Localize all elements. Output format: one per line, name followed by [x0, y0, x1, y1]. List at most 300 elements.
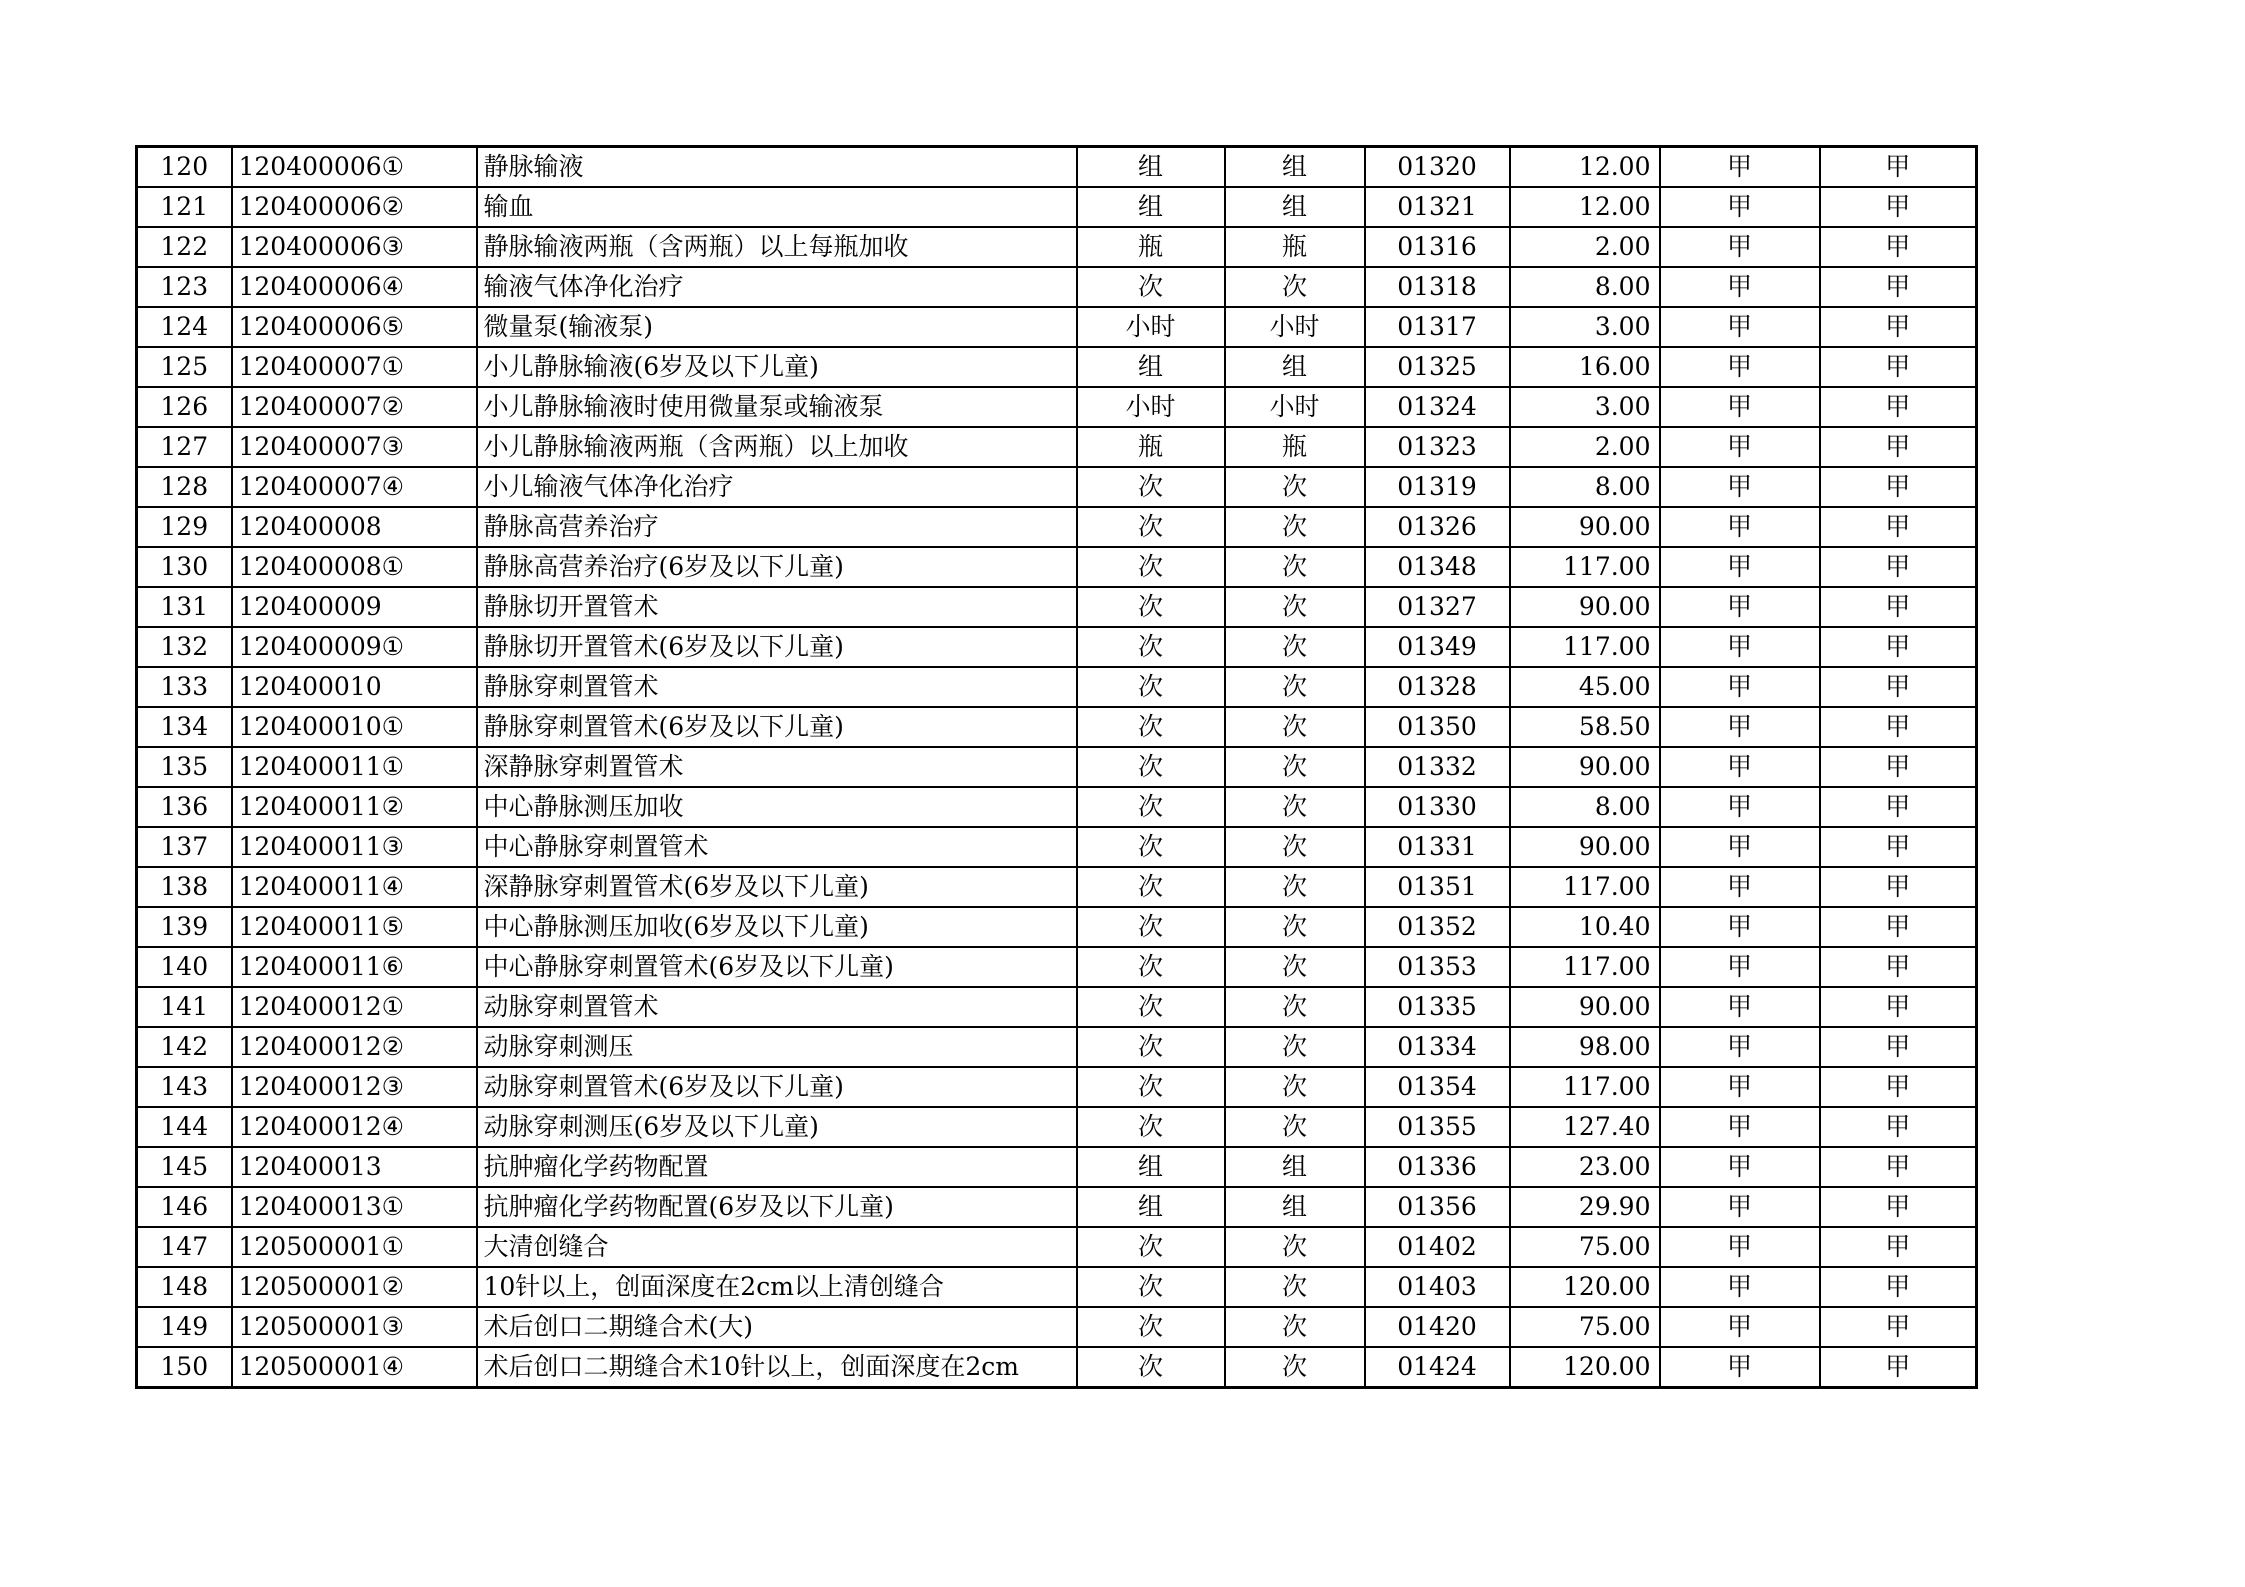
category: 甲 — [1660, 307, 1820, 347]
item-id: 01319 — [1365, 467, 1510, 507]
item-name: 微量泵(输液泵) — [477, 307, 1077, 347]
price: 8.00 — [1510, 787, 1660, 827]
item-id: 01350 — [1365, 707, 1510, 747]
unit-secondary: 次 — [1225, 867, 1365, 907]
row-number: 129 — [137, 507, 232, 547]
item-id: 01424 — [1365, 1347, 1510, 1388]
item-code: 120400006④ — [232, 267, 477, 307]
category-secondary: 甲 — [1820, 747, 1977, 787]
item-code: 120400009① — [232, 627, 477, 667]
row-number: 127 — [137, 427, 232, 467]
item-name: 静脉高营养治疗 — [477, 507, 1077, 547]
item-name: 动脉穿刺测压(6岁及以下儿童) — [477, 1107, 1077, 1147]
item-id: 01324 — [1365, 387, 1510, 427]
table-row — [137, 467, 1977, 507]
price: 8.00 — [1510, 267, 1660, 307]
item-name: 术后创口二期缝合术(大) — [477, 1307, 1077, 1347]
unit-secondary: 次 — [1225, 467, 1365, 507]
item-code: 120400006③ — [232, 227, 477, 267]
row-number: 120 — [137, 147, 232, 188]
unit: 瓶 — [1077, 427, 1225, 467]
item-id: 01321 — [1365, 187, 1510, 227]
table-body — [137, 147, 1977, 1388]
item-name: 动脉穿刺置管术 — [477, 987, 1077, 1027]
category: 甲 — [1660, 347, 1820, 387]
item-id: 01420 — [1365, 1307, 1510, 1347]
row-number: 122 — [137, 227, 232, 267]
price: 120.00 — [1510, 1347, 1660, 1388]
category: 甲 — [1660, 1187, 1820, 1227]
price: 12.00 — [1510, 187, 1660, 227]
unit: 组 — [1077, 187, 1225, 227]
table-row — [137, 187, 1977, 227]
table-row — [137, 267, 1977, 307]
category-secondary: 甲 — [1820, 427, 1977, 467]
category: 甲 — [1660, 1347, 1820, 1388]
unit-secondary: 次 — [1225, 987, 1365, 1027]
item-code: 120400007① — [232, 347, 477, 387]
item-id: 01326 — [1365, 507, 1510, 547]
table-row — [137, 1347, 1977, 1388]
category: 甲 — [1660, 707, 1820, 747]
category-secondary: 甲 — [1820, 147, 1977, 188]
table-row — [137, 627, 1977, 667]
item-code: 120400012② — [232, 1027, 477, 1067]
unit: 次 — [1077, 547, 1225, 587]
row-number: 133 — [137, 667, 232, 707]
item-id: 01402 — [1365, 1227, 1510, 1267]
unit-secondary: 小时 — [1225, 307, 1365, 347]
category-secondary: 甲 — [1820, 827, 1977, 867]
unit: 次 — [1077, 867, 1225, 907]
item-id: 01323 — [1365, 427, 1510, 467]
price-table — [135, 145, 1978, 1389]
unit: 次 — [1077, 1307, 1225, 1347]
row-number: 121 — [137, 187, 232, 227]
item-code: 120400008① — [232, 547, 477, 587]
item-name: 中心静脉测压加收(6岁及以下儿童) — [477, 907, 1077, 947]
item-name: 中心静脉穿刺置管术 — [477, 827, 1077, 867]
unit: 次 — [1077, 1107, 1225, 1147]
row-number: 145 — [137, 1147, 232, 1187]
price: 117.00 — [1510, 867, 1660, 907]
item-name: 静脉切开置管术(6岁及以下儿童) — [477, 627, 1077, 667]
category: 甲 — [1660, 1307, 1820, 1347]
table-row — [137, 347, 1977, 387]
price: 2.00 — [1510, 427, 1660, 467]
price: 90.00 — [1510, 587, 1660, 627]
unit-secondary: 次 — [1225, 827, 1365, 867]
unit: 次 — [1077, 947, 1225, 987]
unit: 次 — [1077, 1027, 1225, 1067]
item-code: 120400011⑤ — [232, 907, 477, 947]
unit-secondary: 次 — [1225, 507, 1365, 547]
unit-secondary: 次 — [1225, 547, 1365, 587]
row-number: 142 — [137, 1027, 232, 1067]
item-id: 01352 — [1365, 907, 1510, 947]
item-code: 120500001② — [232, 1267, 477, 1307]
item-name: 动脉穿刺置管术(6岁及以下儿童) — [477, 1067, 1077, 1107]
price: 90.00 — [1510, 507, 1660, 547]
table-row — [137, 1147, 1977, 1187]
item-name: 输液气体净化治疗 — [477, 267, 1077, 307]
item-name: 输血 — [477, 187, 1077, 227]
unit-secondary: 次 — [1225, 947, 1365, 987]
category: 甲 — [1660, 267, 1820, 307]
category-secondary: 甲 — [1820, 347, 1977, 387]
row-number: 139 — [137, 907, 232, 947]
unit-secondary: 次 — [1225, 587, 1365, 627]
unit-secondary: 次 — [1225, 1067, 1365, 1107]
unit-secondary: 次 — [1225, 787, 1365, 827]
item-code: 120400011② — [232, 787, 477, 827]
row-number: 140 — [137, 947, 232, 987]
category: 甲 — [1660, 987, 1820, 1027]
table-row — [137, 947, 1977, 987]
category: 甲 — [1660, 1067, 1820, 1107]
unit: 次 — [1077, 267, 1225, 307]
category-secondary: 甲 — [1820, 627, 1977, 667]
category-secondary: 甲 — [1820, 1027, 1977, 1067]
item-id: 01318 — [1365, 267, 1510, 307]
item-id: 01355 — [1365, 1107, 1510, 1147]
category-secondary: 甲 — [1820, 667, 1977, 707]
unit: 组 — [1077, 147, 1225, 188]
row-number: 123 — [137, 267, 232, 307]
category-secondary: 甲 — [1820, 307, 1977, 347]
row-number: 125 — [137, 347, 232, 387]
item-name: 静脉输液两瓶（含两瓶）以上每瓶加收 — [477, 227, 1077, 267]
category: 甲 — [1660, 627, 1820, 667]
item-name: 中心静脉测压加收 — [477, 787, 1077, 827]
unit: 次 — [1077, 667, 1225, 707]
item-name: 中心静脉穿刺置管术(6岁及以下儿童) — [477, 947, 1077, 987]
item-id: 01331 — [1365, 827, 1510, 867]
item-id: 01336 — [1365, 1147, 1510, 1187]
unit-secondary: 瓶 — [1225, 227, 1365, 267]
unit: 次 — [1077, 827, 1225, 867]
category: 甲 — [1660, 907, 1820, 947]
unit-secondary: 次 — [1225, 1227, 1365, 1267]
item-name: 小儿静脉输液两瓶（含两瓶）以上加收 — [477, 427, 1077, 467]
category-secondary: 甲 — [1820, 1187, 1977, 1227]
unit: 次 — [1077, 627, 1225, 667]
price: 120.00 — [1510, 1267, 1660, 1307]
price: 127.40 — [1510, 1107, 1660, 1147]
item-id: 01356 — [1365, 1187, 1510, 1227]
unit-secondary: 次 — [1225, 907, 1365, 947]
unit-secondary: 组 — [1225, 1187, 1365, 1227]
price: 117.00 — [1510, 1067, 1660, 1107]
unit-secondary: 次 — [1225, 667, 1365, 707]
price: 90.00 — [1510, 987, 1660, 1027]
price: 23.00 — [1510, 1147, 1660, 1187]
category-secondary: 甲 — [1820, 507, 1977, 547]
price: 45.00 — [1510, 667, 1660, 707]
table-row — [137, 987, 1977, 1027]
unit: 次 — [1077, 1067, 1225, 1107]
item-name: 静脉高营养治疗(6岁及以下儿童) — [477, 547, 1077, 587]
table-row — [137, 547, 1977, 587]
table-row — [137, 227, 1977, 267]
price: 98.00 — [1510, 1027, 1660, 1067]
unit: 次 — [1077, 987, 1225, 1027]
table-row — [137, 1187, 1977, 1227]
price: 3.00 — [1510, 387, 1660, 427]
category-secondary: 甲 — [1820, 787, 1977, 827]
row-number: 126 — [137, 387, 232, 427]
category: 甲 — [1660, 747, 1820, 787]
item-code: 120400007② — [232, 387, 477, 427]
unit: 次 — [1077, 1347, 1225, 1388]
row-number: 136 — [137, 787, 232, 827]
price: 2.00 — [1510, 227, 1660, 267]
table-row — [137, 307, 1977, 347]
unit: 次 — [1077, 467, 1225, 507]
row-number: 128 — [137, 467, 232, 507]
category: 甲 — [1660, 227, 1820, 267]
unit-secondary: 次 — [1225, 747, 1365, 787]
unit: 次 — [1077, 707, 1225, 747]
unit-secondary: 次 — [1225, 267, 1365, 307]
row-number: 135 — [137, 747, 232, 787]
item-code: 120400006⑤ — [232, 307, 477, 347]
item-name: 抗肿瘤化学药物配置(6岁及以下儿童) — [477, 1187, 1077, 1227]
unit: 小时 — [1077, 387, 1225, 427]
row-number: 131 — [137, 587, 232, 627]
item-code: 120400011④ — [232, 867, 477, 907]
price: 16.00 — [1510, 347, 1660, 387]
item-name: 深静脉穿刺置管术 — [477, 747, 1077, 787]
item-id: 01349 — [1365, 627, 1510, 667]
item-code: 120400011① — [232, 747, 477, 787]
unit-secondary: 瓶 — [1225, 427, 1365, 467]
row-number: 141 — [137, 987, 232, 1027]
unit: 组 — [1077, 1147, 1225, 1187]
unit-secondary: 次 — [1225, 707, 1365, 747]
category: 甲 — [1660, 187, 1820, 227]
category-secondary: 甲 — [1820, 707, 1977, 747]
item-name: 静脉穿刺置管术(6岁及以下儿童) — [477, 707, 1077, 747]
price: 8.00 — [1510, 467, 1660, 507]
table-row — [137, 1267, 1977, 1307]
category-secondary: 甲 — [1820, 1227, 1977, 1267]
row-number: 144 — [137, 1107, 232, 1147]
unit-secondary: 次 — [1225, 1347, 1365, 1388]
item-name: 静脉输液 — [477, 147, 1077, 188]
item-code: 120400011⑥ — [232, 947, 477, 987]
category-secondary: 甲 — [1820, 227, 1977, 267]
category: 甲 — [1660, 667, 1820, 707]
unit-secondary: 组 — [1225, 1147, 1365, 1187]
price: 75.00 — [1510, 1227, 1660, 1267]
row-number: 134 — [137, 707, 232, 747]
item-code: 120500001④ — [232, 1347, 477, 1388]
table-row — [137, 747, 1977, 787]
item-code: 120400009 — [232, 587, 477, 627]
unit: 次 — [1077, 507, 1225, 547]
table-row — [137, 507, 1977, 547]
price: 10.40 — [1510, 907, 1660, 947]
item-id: 01348 — [1365, 547, 1510, 587]
unit-secondary: 组 — [1225, 347, 1365, 387]
item-id: 01316 — [1365, 227, 1510, 267]
price: 90.00 — [1510, 747, 1660, 787]
category: 甲 — [1660, 1107, 1820, 1147]
row-number: 130 — [137, 547, 232, 587]
category: 甲 — [1660, 1027, 1820, 1067]
item-code: 120400008 — [232, 507, 477, 547]
table-row — [137, 1067, 1977, 1107]
price: 12.00 — [1510, 147, 1660, 188]
category-secondary: 甲 — [1820, 587, 1977, 627]
item-id: 01334 — [1365, 1027, 1510, 1067]
item-name: 动脉穿刺测压 — [477, 1027, 1077, 1067]
category-secondary: 甲 — [1820, 987, 1977, 1027]
category: 甲 — [1660, 1267, 1820, 1307]
item-code: 120400012③ — [232, 1067, 477, 1107]
item-code: 120400013 — [232, 1147, 477, 1187]
row-number: 138 — [137, 867, 232, 907]
item-code: 120400010① — [232, 707, 477, 747]
category: 甲 — [1660, 947, 1820, 987]
category-secondary: 甲 — [1820, 267, 1977, 307]
category: 甲 — [1660, 787, 1820, 827]
unit: 次 — [1077, 787, 1225, 827]
category: 甲 — [1660, 587, 1820, 627]
item-name: 抗肿瘤化学药物配置 — [477, 1147, 1077, 1187]
item-id: 01353 — [1365, 947, 1510, 987]
row-number: 147 — [137, 1227, 232, 1267]
unit: 次 — [1077, 1227, 1225, 1267]
row-number: 143 — [137, 1067, 232, 1107]
row-number: 148 — [137, 1267, 232, 1307]
item-code: 120400010 — [232, 667, 477, 707]
table-row — [137, 1227, 1977, 1267]
table-row — [137, 1307, 1977, 1347]
table-row — [137, 827, 1977, 867]
item-code: 120500001① — [232, 1227, 477, 1267]
item-code: 120400007④ — [232, 467, 477, 507]
row-number: 137 — [137, 827, 232, 867]
item-id: 01325 — [1365, 347, 1510, 387]
unit: 次 — [1077, 907, 1225, 947]
category: 甲 — [1660, 1147, 1820, 1187]
unit: 次 — [1077, 587, 1225, 627]
category-secondary: 甲 — [1820, 547, 1977, 587]
category: 甲 — [1660, 427, 1820, 467]
category: 甲 — [1660, 867, 1820, 907]
unit-secondary: 小时 — [1225, 387, 1365, 427]
category: 甲 — [1660, 547, 1820, 587]
category-secondary: 甲 — [1820, 1307, 1977, 1347]
category-secondary: 甲 — [1820, 1267, 1977, 1307]
item-id: 01332 — [1365, 747, 1510, 787]
table-row — [137, 1107, 1977, 1147]
unit-secondary: 次 — [1225, 1267, 1365, 1307]
unit-secondary: 次 — [1225, 1107, 1365, 1147]
item-name: 大清创缝合 — [477, 1227, 1077, 1267]
category: 甲 — [1660, 1227, 1820, 1267]
item-id: 01335 — [1365, 987, 1510, 1027]
row-number: 124 — [137, 307, 232, 347]
item-id: 01403 — [1365, 1267, 1510, 1307]
item-name: 静脉切开置管术 — [477, 587, 1077, 627]
item-id: 01351 — [1365, 867, 1510, 907]
category-secondary: 甲 — [1820, 1147, 1977, 1187]
table-row — [137, 147, 1977, 188]
category: 甲 — [1660, 827, 1820, 867]
table-row — [137, 427, 1977, 467]
item-code: 120400006① — [232, 147, 477, 188]
unit-secondary: 次 — [1225, 1307, 1365, 1347]
price: 3.00 — [1510, 307, 1660, 347]
item-code: 120400011③ — [232, 827, 477, 867]
category: 甲 — [1660, 467, 1820, 507]
price: 58.50 — [1510, 707, 1660, 747]
item-name: 深静脉穿刺置管术(6岁及以下儿童) — [477, 867, 1077, 907]
price: 117.00 — [1510, 947, 1660, 987]
table-row — [137, 1027, 1977, 1067]
item-name: 10针以上，创面深度在2cm以上清创缝合 — [477, 1267, 1077, 1307]
item-id: 01317 — [1365, 307, 1510, 347]
unit: 瓶 — [1077, 227, 1225, 267]
category-secondary: 甲 — [1820, 1067, 1977, 1107]
unit: 次 — [1077, 747, 1225, 787]
item-name: 术后创口二期缝合术10针以上，创面深度在2cm — [477, 1347, 1077, 1388]
item-name: 小儿静脉输液时使用微量泵或输液泵 — [477, 387, 1077, 427]
category-secondary: 甲 — [1820, 947, 1977, 987]
category: 甲 — [1660, 387, 1820, 427]
row-number: 150 — [137, 1347, 232, 1388]
category-secondary: 甲 — [1820, 387, 1977, 427]
item-id: 01354 — [1365, 1067, 1510, 1107]
item-name: 小儿输液气体净化治疗 — [477, 467, 1077, 507]
unit-secondary: 组 — [1225, 147, 1365, 188]
item-name: 小儿静脉输液(6岁及以下儿童) — [477, 347, 1077, 387]
category-secondary: 甲 — [1820, 1107, 1977, 1147]
table-row — [137, 787, 1977, 827]
unit: 次 — [1077, 1267, 1225, 1307]
item-code: 120400013① — [232, 1187, 477, 1227]
table-row — [137, 707, 1977, 747]
category-secondary: 甲 — [1820, 867, 1977, 907]
table-row — [137, 867, 1977, 907]
price: 75.00 — [1510, 1307, 1660, 1347]
row-number: 132 — [137, 627, 232, 667]
item-code: 120400012④ — [232, 1107, 477, 1147]
category-secondary: 甲 — [1820, 467, 1977, 507]
price: 29.90 — [1510, 1187, 1660, 1227]
unit-secondary: 次 — [1225, 1027, 1365, 1067]
item-id: 01320 — [1365, 147, 1510, 188]
table-row — [137, 667, 1977, 707]
item-code: 120400007③ — [232, 427, 477, 467]
unit-secondary: 次 — [1225, 627, 1365, 667]
item-id: 01328 — [1365, 667, 1510, 707]
table-row — [137, 907, 1977, 947]
item-id: 01327 — [1365, 587, 1510, 627]
unit: 组 — [1077, 1187, 1225, 1227]
item-code: 120500001③ — [232, 1307, 477, 1347]
unit-secondary: 组 — [1225, 187, 1365, 227]
item-name: 静脉穿刺置管术 — [477, 667, 1077, 707]
item-code: 120400006② — [232, 187, 477, 227]
item-id: 01330 — [1365, 787, 1510, 827]
category: 甲 — [1660, 507, 1820, 547]
category: 甲 — [1660, 147, 1820, 188]
price: 117.00 — [1510, 627, 1660, 667]
